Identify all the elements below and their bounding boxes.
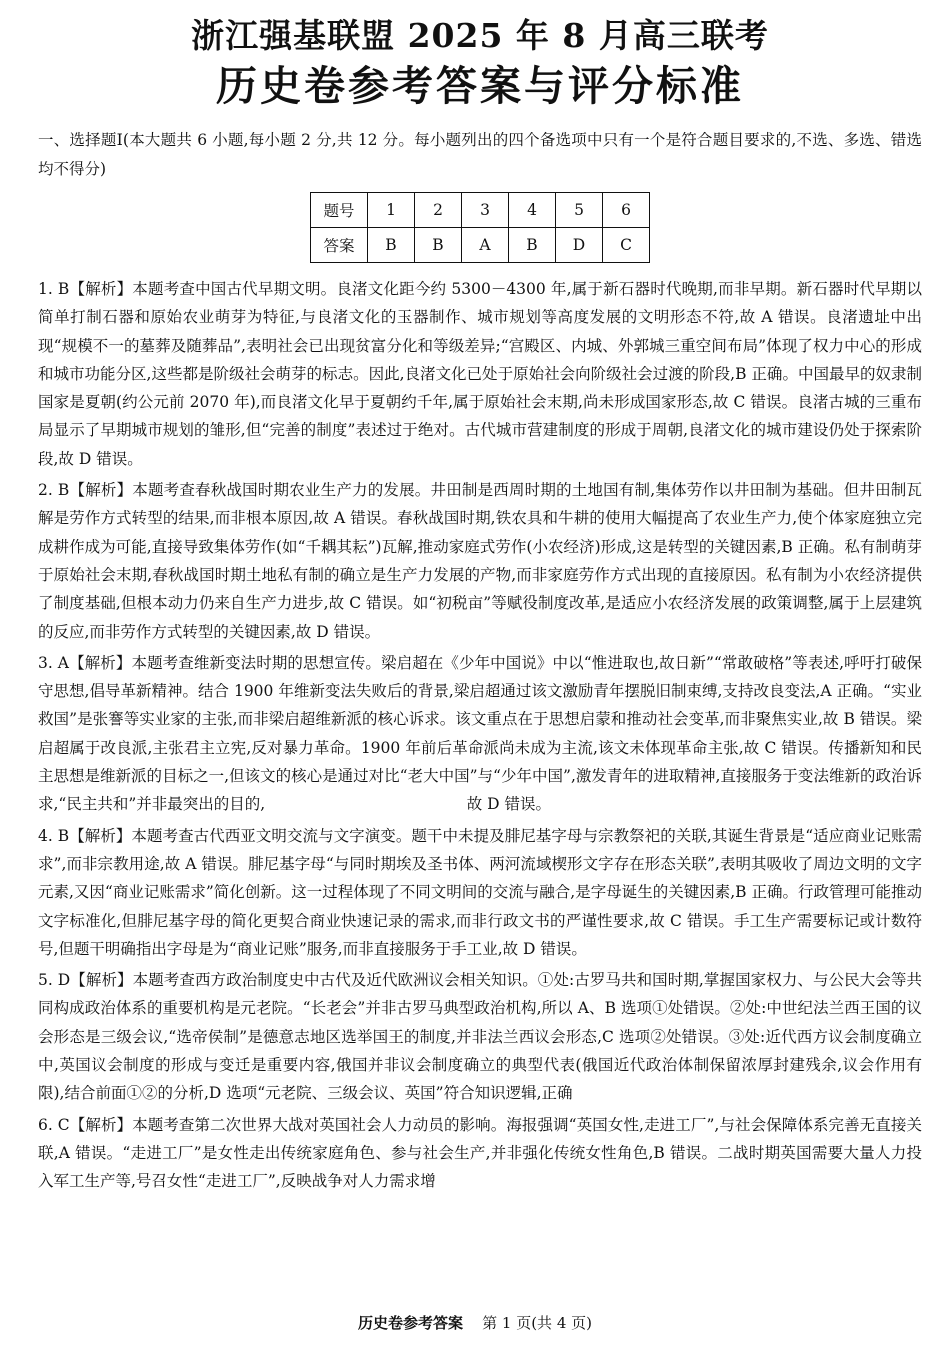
table-cell: B xyxy=(368,228,415,263)
table-cell: 3 xyxy=(462,193,509,228)
explanation-item: 5. D【解析】本题考查西方政治制度史中古代及近代欧洲议会相关知识。①处:古罗马共和国时期,掌握国家权力、与公民大会等共同构成政治体系的重要机构是元老院。“长老会”并非古罗马典型政治机构,所以 A、B 选项①处错误。②处:中世纪法兰西王国的议会形态是三级会议,“选帝侯制”是德意志地区选举国王的制度,并非法兰西议会形态,C 选项②处错误。③处:近代西方议会制度确立中,英国议会制度的形成与变迁是重要内容,俄国并非议会制度确立的典型代表(俄国近代政治体制保留浓厚封建残余,议会作用有限),结合前面①②的分析,D 选项“元老院、三级会议、英国”符合知识逻辑,正确 xyxy=(38,971,922,1103)
table-row xyxy=(311,228,650,263)
explanation-item: 3. A【解析】本题考查维新变法时期的思想宣传。梁启超在《少年中国说》中以“惟进取也,故日新”“常敢破格”等表述,呼吁打破保守思想,倡导革新精神。结合 1900 年维新变法失败后的背景,梁启超通过该文激励青年摆脱旧制束缚,支持改良变法,A 正确。“实业救国”是张謇等实业家的主张,而非梁启超维新派的核心诉求。该文重点在于思想启蒙和推动社会变革,而非聚焦实业,故 B 错误。梁启超属于改良派,主张君主立宪,反对暴力革命。1900 年前后革命派尚未成为主流,该文未体现革命主张,故 C 错误。传播新知和民主思想是维新派的目标之一,但该文的核心是通过对比“老大中国”与“少年中国”,激发青年的进取精神,直接服务于变法维新的政治诉求,“民主共和”并非最突出的目的, 故 D 错误。 xyxy=(38,653,922,814)
table-cell: A xyxy=(462,228,509,263)
explanation-item: 4. B【解析】本题考查古代西亚文明交流与文字演变。题干中未提及腓尼基字母与宗教祭祀的关联,其诞生背景是“适应商业记账需求”,而非宗教用途,故 A 错误。腓尼基字母“与同时期埃及圣书体、两河流域楔形文字存在形态关联”,表明其吸收了周边文明的文字元素,又因“商业记账需求”简化创新。这一过程体现了不同文明间的交流与融合,是字母诞生的关键因素,B 正确。行政管理可能推动文字标准化,但腓尼基字母的简化更契合商业快速记录的需求,而非行政文书的严谨性要求,故 C 错误。手工生产需要标记或计数符号,但题干明确指出字母是为“商业记账”服务,而非直接服务于手工业,故 D 错误。 xyxy=(38,826,922,958)
table-cell: C xyxy=(603,228,650,263)
table-header-cell: 答案 xyxy=(311,228,368,263)
answer-table xyxy=(310,192,650,263)
explanation-item: 6. C【解析】本题考查第二次世界大战对英国社会人力动员的影响。海报强调“英国女性,走进工厂”,与社会保障体系完善无直接关联,A 错误。“走进工厂”是女性走出传统家庭角色、参与社会生产,并非强化传统女性角色,B 错误。二战时期英国需要大量人力投入军工生产等,号召女性“走进工厂”,反映战争对人力需求增 xyxy=(38,1115,922,1191)
table-cell: 6 xyxy=(603,193,650,228)
page-number: 第 1 页(共 4 页) xyxy=(482,1314,592,1332)
explanation-item: 2. B【解析】本题考查春秋战国时期农业生产力的发展。井田制是西周时期的土地国有制,集体劳作以井田制为基础。但井田制瓦解是劳作方式转型的结果,而非根本原因,故 A 错误。春秋战国时期,铁农具和牛耕的使用大幅提高了农业生产力,使个体家庭独立完成耕作成为可能,直接导致集体劳作(如“千耦其耘”)瓦解,推动家庭式劳作(小农经济)形成,这是转型的关键因素,B 正确。私有制萌芽于原始社会末期,春秋战国时期土地私有制的确立是生产力发展的产物,而非家庭劳作方式出现的直接原因。私有制为小农经济提供了制度基础,但根本动力仍来自生产力进步,故 C 错误。如“初税亩”等赋役制度改革,是适应小农经济发展的政策调整,属于上层建筑的反应,而非劳作方式转型的关键因素,故 D 错误。 xyxy=(38,481,922,641)
footer-label: 历史卷参考答案 xyxy=(358,1314,464,1332)
explanation-item: 1. B【解析】本题考查中国古代早期文明。良渚文化距今约 5300－4300 年,属于新石器时代晚期,而非早期。新石器时代早期以简单打制石器和原始农业萌芽为特征,与良渚文化的玉器制作、城市规划等高度发展的文明形态不符,故 A 错误。良渚遗址中出现“规模不一的墓葬及随葬品”,表明社会已出现贫富分化和等级差异;“宫殿区、内城、外郭城三重空间布局”体现了权力中心的形成和城市功能分区,这些都是阶级社会萌芽的标志。因此,良渚文化已处于原始社会向阶级社会过渡的阶段,B 正确。中国最早的奴隶制国家是夏朝(约公元前 2070 年),而良渚文化早于夏朝约千年,属于原始社会末期,尚未形成国家形态,故 C 错误。良渚古城的三重布局显示了早期城市规划的雏形,但“完善的制度”表述过于绝对。古代城市营建制度的形成于周朝,良渚文化的城市建设仍处于探索阶段,故 D 错误。 xyxy=(38,280,922,468)
table-cell: D xyxy=(556,228,603,263)
table-cell: 1 xyxy=(368,193,415,228)
table-header-cell: 题号 xyxy=(311,193,368,228)
table-cell: 4 xyxy=(509,193,556,228)
table-cell: B xyxy=(415,228,462,263)
table-cell: 5 xyxy=(556,193,603,228)
document-title: 历史卷参考答案与评分标准 xyxy=(216,62,744,110)
exam-title: 浙江强基联盟 2025 年 8 月高三联考 xyxy=(191,16,769,55)
section-heading: 一、选择题Ⅰ(本大题共 6 小题,每小题 2 分,共 12 分。每小题列出的四个备选项中只有一个是符合题目要求的,不选、多选、错选均不得分) xyxy=(38,131,922,178)
table-cell: 2 xyxy=(415,193,462,228)
table-cell: B xyxy=(509,228,556,263)
page-footer xyxy=(0,1312,950,1334)
table-row xyxy=(311,193,650,228)
